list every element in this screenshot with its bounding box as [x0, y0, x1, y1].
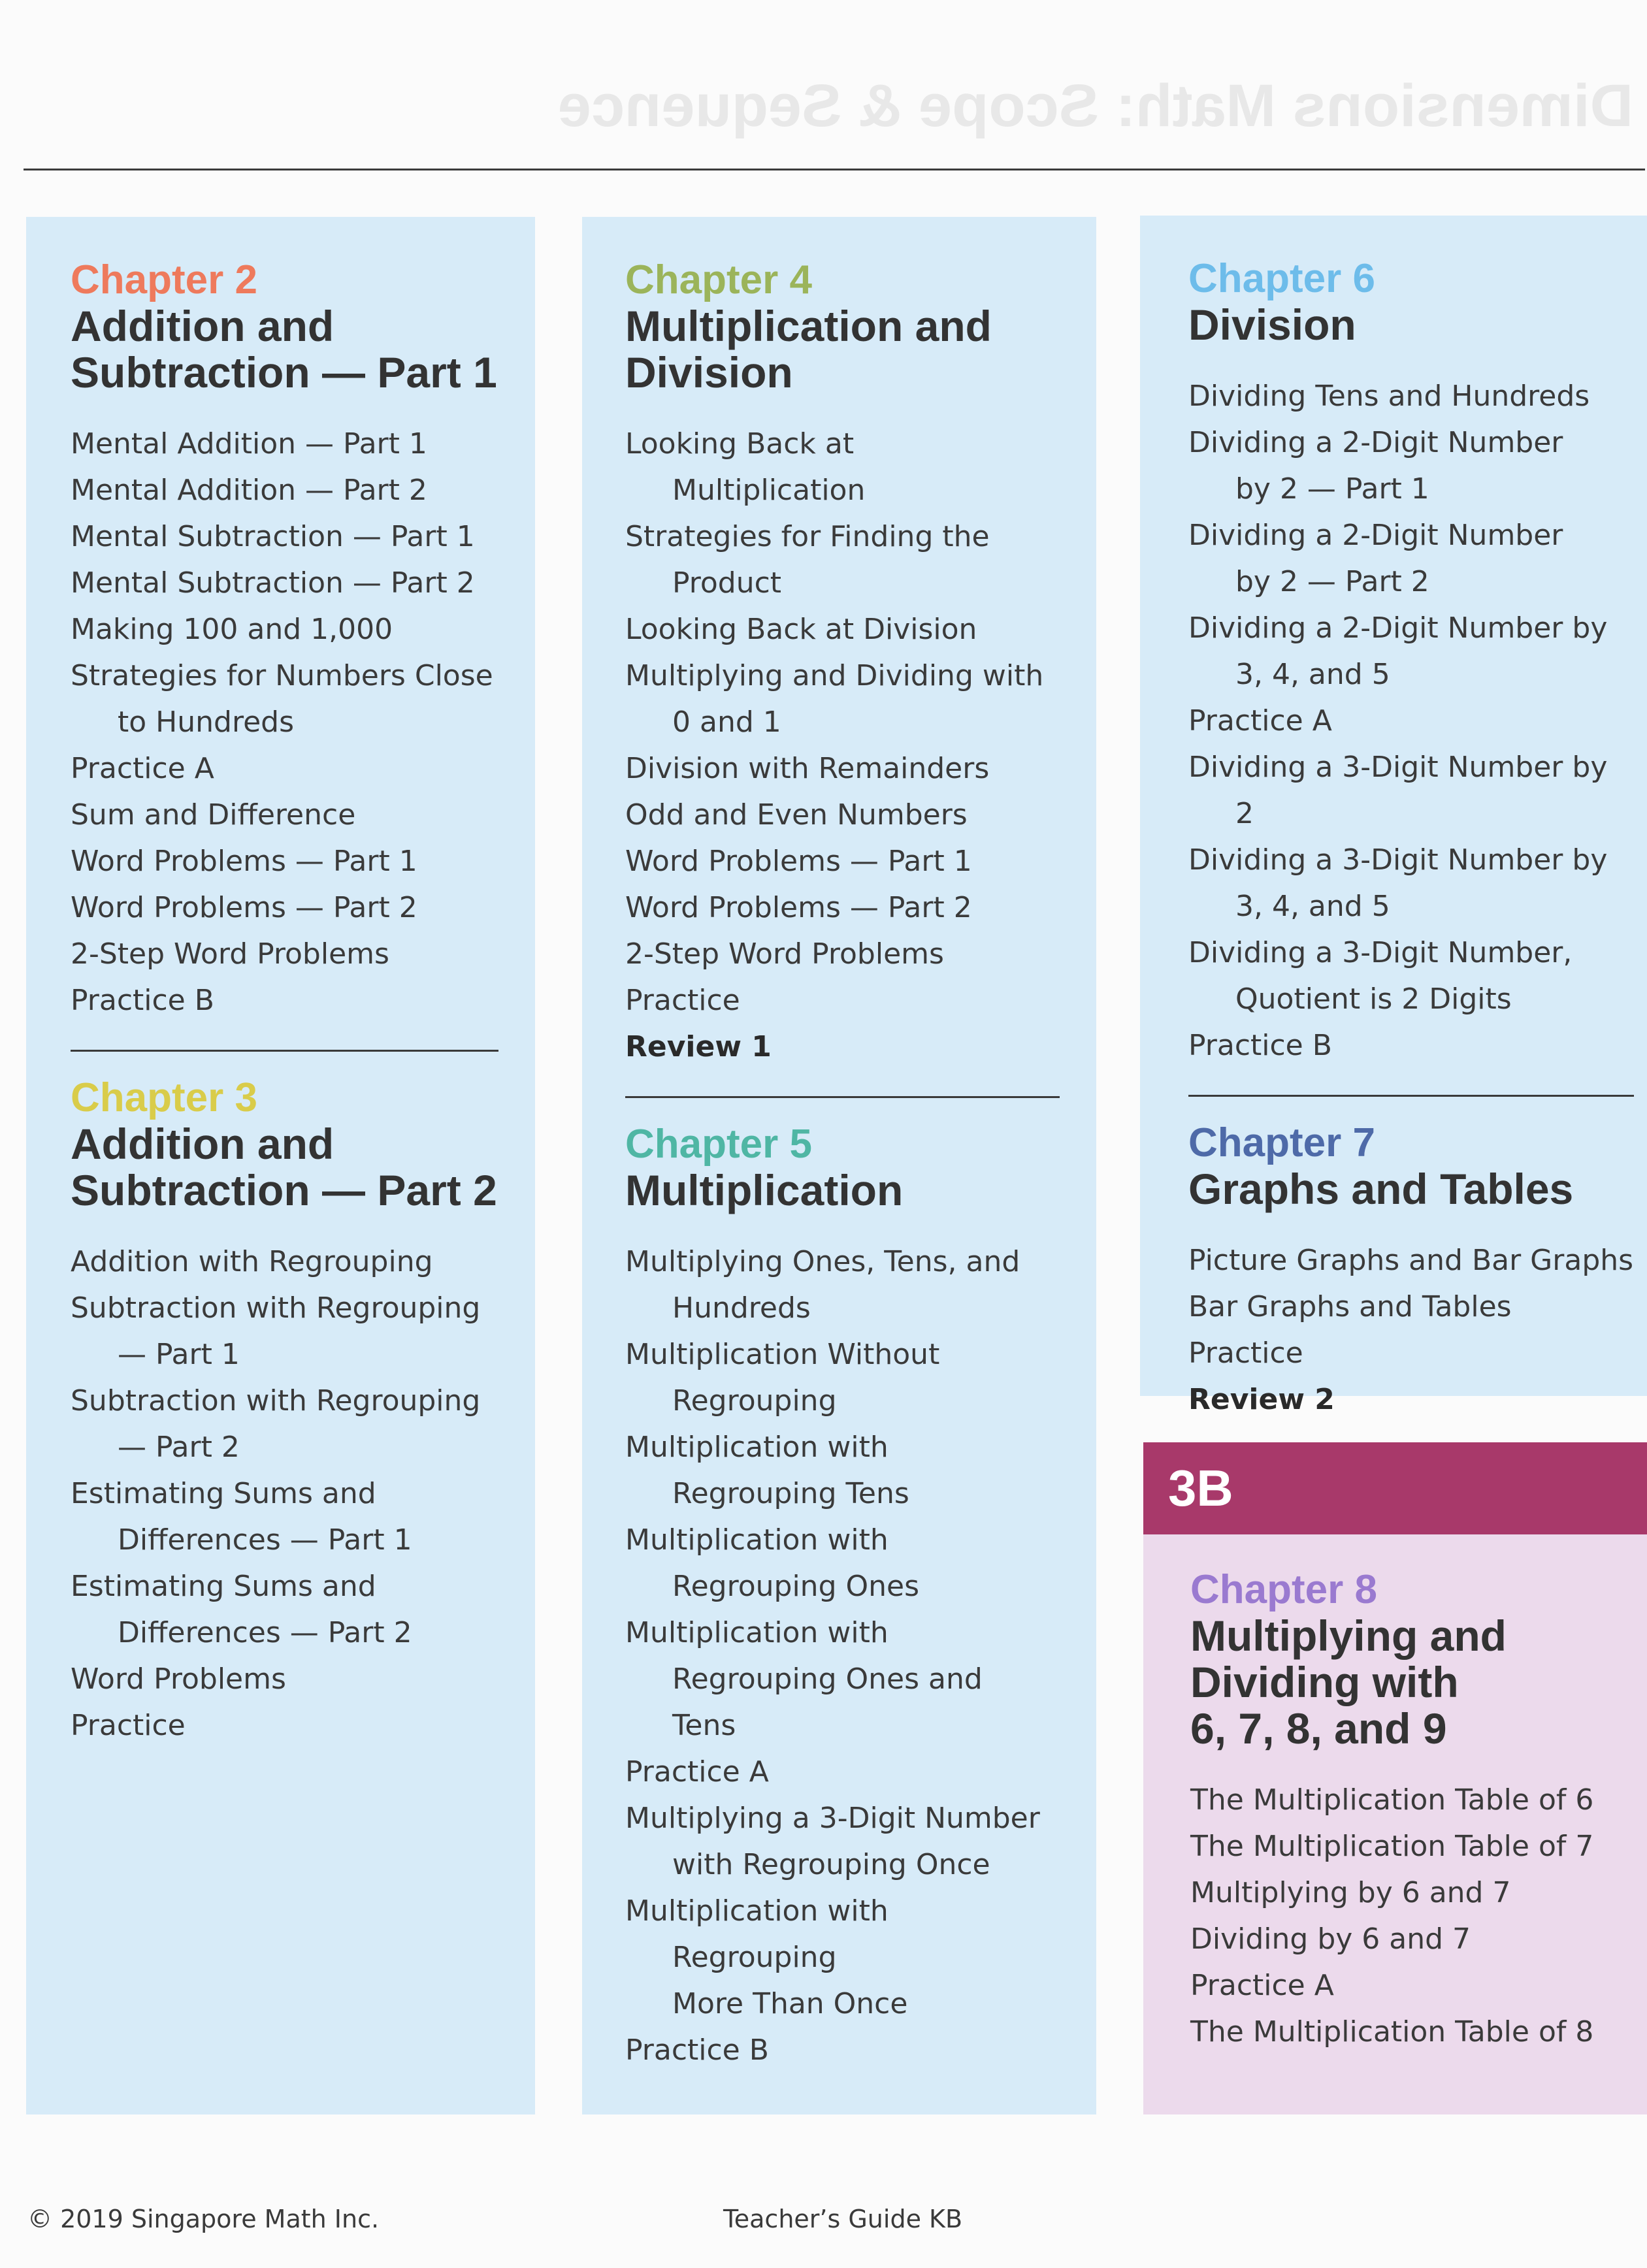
lesson-list: [71, 421, 498, 1024]
lesson-item: Dividing a 2-Digit Number by 2 — Part 2: [1188, 519, 1563, 598]
lesson-item: Word Problems: [71, 1662, 286, 1696]
lesson-item: Practice B: [1188, 1029, 1332, 1062]
lesson-item: Practice: [625, 984, 740, 1017]
lesson-item: Dividing a 3-Digit Number, Quotient is 2 Digits: [1188, 936, 1573, 1016]
lesson-item: Division with Remainders: [625, 752, 990, 785]
lesson-item: Odd and Even Numbers: [625, 798, 968, 832]
chapter-2: [71, 257, 498, 1024]
lesson-item: Picture Graphs and Bar Graphs: [1188, 1244, 1634, 1277]
column-chapters-6-7: [1140, 216, 1647, 1416]
chapter-title: Addition and Subtraction — Part 2: [71, 1120, 497, 1214]
chapter-title: Addition and Subtraction — Part 1: [71, 302, 497, 397]
lesson-item: Dividing Tens and Hundreds: [1188, 380, 1590, 413]
chapter-3: [71, 1075, 498, 1749]
lesson-item: The Multiplication Table of 6: [1190, 1783, 1594, 1817]
lesson-item: Practice: [71, 1709, 186, 1742]
lesson-item: Word Problems — Part 2: [625, 891, 972, 924]
lesson-item: Dividing a 2-Digit Number by 2 — Part 1: [1188, 426, 1563, 506]
chapter-number: Chapter 4: [625, 257, 812, 302]
chapter-title: Multiplication: [625, 1166, 904, 1214]
top-rule: [24, 169, 1645, 170]
footer-copyright: © 2019 Singapore Math Inc.: [27, 2205, 380, 2233]
lesson-item: Practice A: [625, 1755, 769, 1789]
lesson-item: Word Problems — Part 2: [71, 891, 417, 924]
lesson-item: Estimating Sums and Differences — Part 2: [71, 1570, 412, 1649]
lesson-item: Sum and Difference: [71, 798, 356, 832]
section-3b-banner: 3B: [1143, 1442, 1647, 1534]
chapter-number: Chapter 7: [1188, 1120, 1375, 1165]
lesson-item: Bar Graphs and Tables: [1188, 1290, 1512, 1323]
lesson-item: Word Problems — Part 1: [625, 845, 972, 878]
chapter-number: Chapter 8: [1190, 1567, 1377, 1612]
lesson-item: Practice B: [71, 984, 214, 1017]
lesson-item: Addition with Regrouping: [71, 1245, 433, 1278]
lesson-item: Strategies for Finding the Product: [625, 520, 990, 600]
lesson-item: Mental Addition — Part 1: [71, 427, 427, 461]
chapter-6: [1188, 256, 1634, 1069]
chapter-title: Division: [1188, 300, 1356, 349]
column-chapters-2-3: [26, 217, 535, 2114]
lesson-item: Subtraction with Regrouping — Part 2: [71, 1384, 481, 1464]
lesson-item: Dividing by 6 and 7: [1190, 1922, 1471, 1956]
chapter-5: [625, 1122, 1060, 2073]
lesson-item: Multiplying a 3-Digit Number with Regrouping Once: [625, 1802, 1040, 1881]
lesson-item: 2-Step Word Problems: [71, 937, 389, 971]
lesson-item: Multiplying by 6 and 7: [1190, 1876, 1511, 1909]
lesson-item: Practice B: [625, 2033, 769, 2067]
lesson-item: Dividing a 3-Digit Number by 3, 4, and 5: [1188, 843, 1608, 923]
lesson-item: Multiplying and Dividing with 0 and 1: [625, 659, 1044, 739]
chapter-number: Chapter 2: [71, 257, 257, 302]
chapter-number: Chapter 6: [1188, 256, 1375, 301]
chapter-title: Graphs and Tables: [1188, 1165, 1574, 1213]
chapter-4: [625, 257, 1060, 1070]
lesson-list: [1188, 373, 1634, 1069]
lesson-item: Mental Addition — Part 2: [71, 474, 427, 507]
lesson-item: Making 100 and 1,000: [71, 613, 393, 646]
lesson-list: [625, 421, 1060, 1070]
lesson-item: Multiplication with Regrouping Ones and Tens: [625, 1616, 983, 1742]
lesson-item: 2-Step Word Problems: [625, 937, 944, 971]
lesson-item: Word Problems — Part 1: [71, 845, 417, 878]
lesson-item: Mental Subtraction — Part 2: [71, 566, 475, 600]
lesson-item: Looking Back at Division: [625, 613, 977, 646]
lesson-list: [1188, 1237, 1634, 1423]
lesson-item: The Multiplication Table of 8: [1190, 2015, 1594, 2049]
lesson-item: Practice A: [1190, 1969, 1334, 2002]
lesson-item: Multiplying Ones, Tens, and Hundreds: [625, 1245, 1020, 1325]
lesson-item: Dividing a 2-Digit Number by 3, 4, and 5: [1188, 611, 1608, 691]
chapter-divider: [1188, 1095, 1634, 1097]
lesson-list: [625, 1239, 1060, 2073]
column-chapters-4-5: [582, 217, 1096, 2114]
lesson-item: Multiplication with Regrouping More Than Once: [625, 1894, 908, 2020]
mirrored-header-title: Dimensions Math: Scope & Sequence: [557, 73, 1633, 139]
chapter-title: Multiplying and Dividing with 6, 7, 8, and 9: [1190, 1612, 1507, 1753]
chapter-8: [1143, 1534, 1647, 2055]
lesson-list: [1190, 1777, 1621, 2055]
chapter-7: [1188, 1120, 1634, 1423]
review-item: Review 2: [1188, 1383, 1335, 1416]
chapter-divider: [625, 1096, 1060, 1098]
review-item: Review 1: [625, 1030, 772, 1063]
section-3b-panel: [1143, 1442, 1647, 2114]
chapter-number: Chapter 5: [625, 1122, 812, 1167]
lesson-item: Practice A: [1188, 704, 1332, 737]
lesson-item: Subtraction with Regrouping — Part 1: [71, 1291, 481, 1371]
footer-guide-title: Teacher’s Guide KB: [723, 2205, 963, 2233]
lesson-item: Mental Subtraction — Part 1: [71, 520, 475, 553]
lesson-item: Estimating Sums and Differences — Part 1: [71, 1477, 412, 1557]
lesson-item: Multiplication with Regrouping Tens: [625, 1431, 909, 1510]
lesson-list: [71, 1239, 498, 1749]
lesson-item: Multiplication Without Regrouping: [625, 1338, 940, 1418]
chapter-number: Chapter 3: [71, 1075, 257, 1120]
lesson-item: Looking Back at Multiplication: [625, 427, 866, 507]
lesson-item: Strategies for Numbers Close to Hundreds: [71, 659, 493, 739]
lesson-item: Practice A: [71, 752, 214, 785]
chapter-title: Multiplication and Division: [625, 302, 992, 397]
lesson-item: Dividing a 3-Digit Number by 2: [1188, 751, 1608, 830]
lesson-item: The Multiplication Table of 7: [1190, 1830, 1594, 1863]
chapter-divider: [71, 1050, 498, 1052]
lesson-item: Practice: [1188, 1336, 1303, 1370]
lesson-item: Multiplication with Regrouping Ones: [625, 1523, 919, 1603]
